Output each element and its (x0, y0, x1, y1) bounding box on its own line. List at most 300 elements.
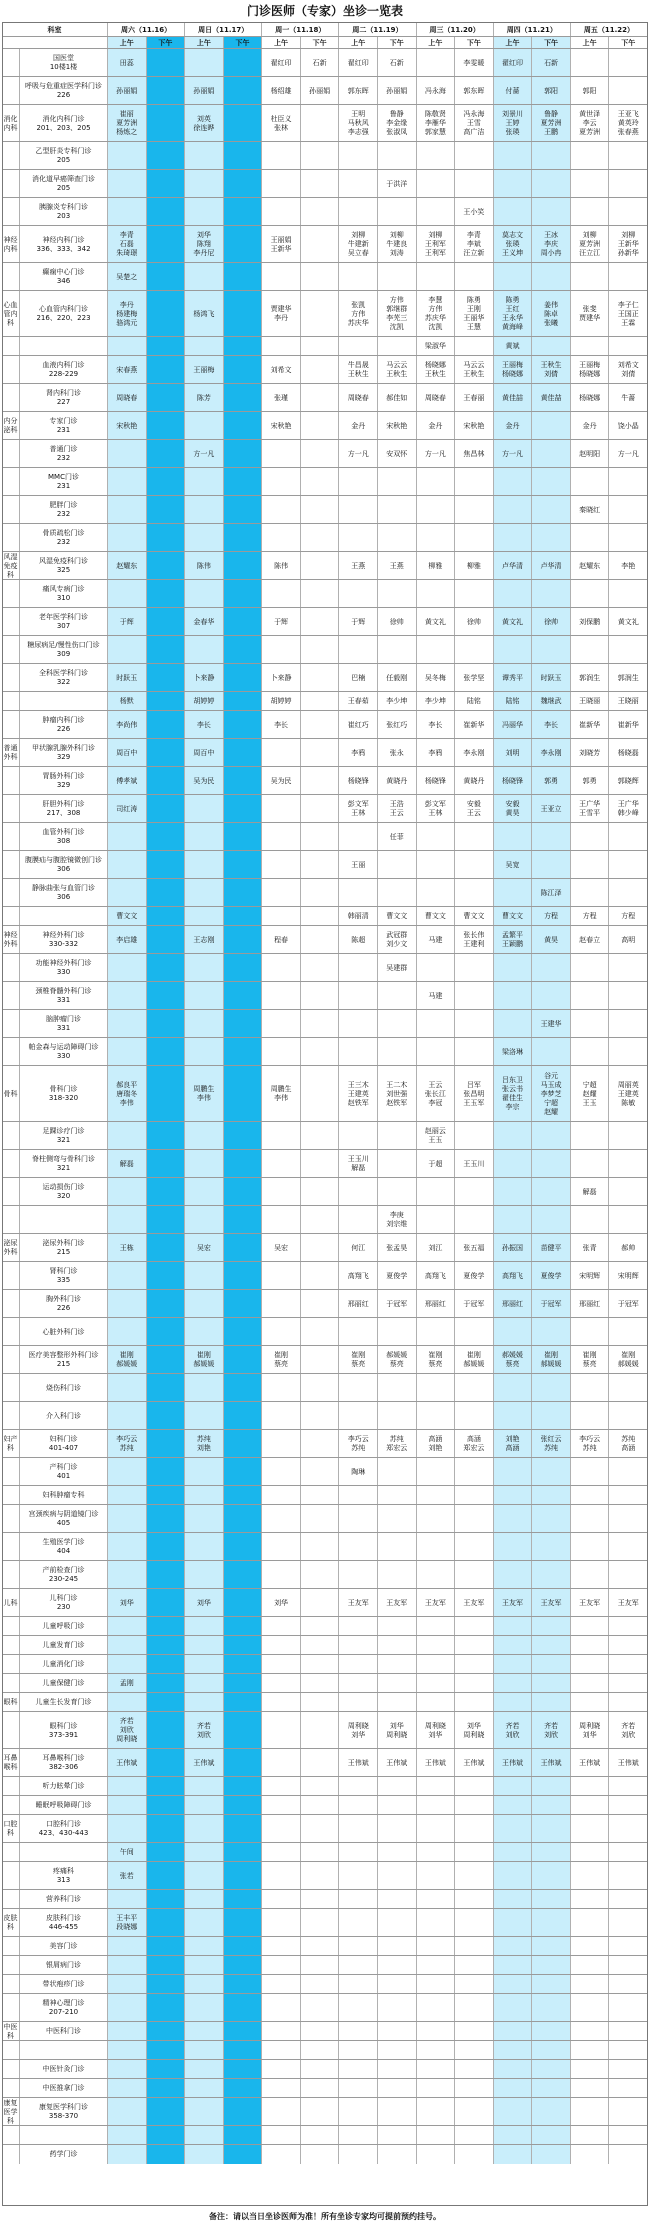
doctor-cell (301, 851, 340, 879)
doctor-cell: 陈勇 王红 王永华 黄海峰 (494, 291, 533, 337)
department-cell (2, 1178, 20, 1206)
doctor-cell: 任菲 (378, 823, 417, 851)
doctor-cell (417, 1956, 456, 1975)
doctor-cell (417, 49, 456, 77)
doctor-cell (455, 2022, 494, 2041)
doctor-cell (185, 263, 224, 291)
doctor-cell: 王亚立 (532, 795, 571, 823)
doctor-cell: 于辉 (108, 608, 147, 636)
doctor-cell (378, 1636, 417, 1655)
doctor-cell (532, 1374, 571, 1402)
doctor-cell (532, 580, 571, 608)
doctor-cell (532, 1956, 571, 1975)
doctor-cell: 刘华 陈翔 李丹尼 (185, 226, 224, 263)
doctor-cell (224, 907, 263, 926)
doctor-cell (262, 1262, 301, 1290)
doctor-cell: 解磊 (571, 1178, 610, 1206)
doctor-cell: 马云云 王秋生 (378, 356, 417, 384)
doctor-cell: 杨鸿飞 (185, 291, 224, 337)
doctor-cell (224, 337, 263, 356)
doctor-cell (417, 1693, 456, 1712)
doctor-cell (108, 1815, 147, 1843)
table-row (2, 1692, 648, 1712)
department-cell (2, 664, 20, 692)
doctor-cell (571, 1150, 610, 1178)
clinic-cell: 口腔科门诊 423、430-443 (20, 1815, 108, 1843)
doctor-cell (224, 823, 263, 851)
doctor-cell: 刘江 (417, 1234, 456, 1262)
doctor-cell (147, 1589, 186, 1617)
doctor-cell: 王广华 韩少峰 (609, 795, 648, 823)
doctor-cell: 宋春燕 (108, 356, 147, 384)
doctor-cell (532, 1890, 571, 1909)
doctor-cell (571, 1937, 610, 1956)
doctor-cell (532, 468, 571, 496)
doctor-cell (301, 608, 340, 636)
doctor-cell (609, 982, 648, 1010)
doctor-cell: 李长 (262, 711, 301, 739)
doctor-cell: 高涵 郑宏云 (455, 1430, 494, 1458)
doctor-cell: 吴为民 (262, 767, 301, 795)
doctor-cell (494, 2041, 533, 2060)
doctor-cell (224, 608, 263, 636)
doctor-cell (571, 954, 610, 982)
doctor-cell (378, 1777, 417, 1796)
doctor-cell (532, 1655, 571, 1674)
doctor-cell (571, 1994, 610, 2022)
doctor-cell (378, 1843, 417, 1862)
table-row (2, 2125, 648, 2145)
department-cell (2, 1486, 20, 1505)
doctor-cell (224, 1956, 263, 1975)
doctor-cell (185, 1374, 224, 1402)
department-cell (2, 170, 20, 198)
doctor-cell (339, 1956, 378, 1975)
doctor-cell (147, 2145, 186, 2164)
doctor-cell: 杨晓娜 王秋生 (417, 356, 456, 384)
doctor-cell (455, 1010, 494, 1038)
clinic-cell: 全科医学科门诊 322 (20, 664, 108, 692)
doctor-cell: 彭文军 王林 (339, 795, 378, 823)
doctor-cell (571, 1617, 610, 1636)
doctor-cell (224, 1749, 263, 1777)
doctor-cell (224, 1617, 263, 1636)
doctor-cell (224, 468, 263, 496)
doctor-cell: 刘晓芳 (571, 739, 610, 767)
doctor-cell (301, 291, 340, 337)
table-row (2, 439, 648, 468)
doctor-cell (339, 1796, 378, 1815)
doctor-cell (494, 1150, 533, 1178)
doctor-cell (224, 1010, 263, 1038)
doctor-cell (224, 1777, 263, 1796)
doctor-cell (224, 1843, 263, 1862)
doctor-cell: 吴冬梅 (417, 664, 456, 692)
doctor-cell (532, 170, 571, 198)
doctor-cell: 付蔷 (494, 77, 533, 105)
doctor-cell (378, 1533, 417, 1561)
clinic-cell: 儿童消化门诊 (20, 1655, 108, 1674)
clinic-cell: 静脉曲张与血管门诊 306 (20, 879, 108, 907)
department-cell: 眼科 (2, 1693, 20, 1712)
doctor-cell (417, 1674, 456, 1693)
doctor-cell (494, 2022, 533, 2041)
table-row (2, 141, 648, 170)
doctor-cell (494, 263, 533, 291)
doctor-cell (494, 1010, 533, 1038)
doctor-cell (455, 1122, 494, 1150)
doctor-cell (378, 142, 417, 170)
clinic-cell: 甲状腺乳腺外科门诊 329 (20, 739, 108, 767)
doctor-cell (108, 1290, 147, 1318)
doctor-cell (494, 580, 533, 608)
doctor-cell (185, 2098, 224, 2126)
doctor-cell (224, 1975, 263, 1994)
doctor-cell (571, 2098, 610, 2126)
doctor-cell (417, 2060, 456, 2079)
doctor-cell: 徐帅 (455, 608, 494, 636)
doctor-cell (108, 1206, 147, 1234)
doctor-cell (378, 1815, 417, 1843)
doctor-cell (224, 1262, 263, 1290)
doctor-cell (147, 1533, 186, 1561)
doctor-cell (262, 198, 301, 226)
doctor-cell: 张孟昊 (378, 1234, 417, 1262)
doctor-cell (494, 1862, 533, 1890)
doctor-cell (262, 263, 301, 291)
doctor-cell (455, 468, 494, 496)
doctor-cell: 王伟斌 (108, 1749, 147, 1777)
doctor-cell (185, 2079, 224, 2098)
doctor-cell (571, 1674, 610, 1693)
doctor-cell: 刘景川 王婷 张瑛 (494, 105, 533, 142)
doctor-cell (185, 1862, 224, 1890)
clinic-cell: 消化内科门诊 201、203、205 (20, 105, 108, 142)
doctor-cell: 夏俊学 (455, 1262, 494, 1290)
clinic-cell: 胸外科门诊 226 (20, 1290, 108, 1318)
department-cell (2, 1655, 20, 1674)
doctor-cell: 牛蔷 (609, 384, 648, 412)
doctor-cell (301, 1262, 340, 1290)
doctor-cell (532, 1975, 571, 1994)
doctor-cell (224, 1589, 263, 1617)
clinic-cell: 老年医学科门诊 307 (20, 608, 108, 636)
doctor-cell (609, 1038, 648, 1066)
department-cell (2, 1122, 20, 1150)
doctor-cell (147, 823, 186, 851)
doctor-cell (301, 1346, 340, 1374)
clinic-cell: 胰腺炎专科门诊 203 (20, 198, 108, 226)
doctor-cell (262, 795, 301, 823)
doctor-cell (571, 580, 610, 608)
doctor-cell: 李长 (417, 711, 456, 739)
doctor-cell: 秦晓红 (571, 496, 610, 524)
doctor-cell (185, 1843, 224, 1862)
clinic-cell: 足踝诊疗门诊 321 (20, 1122, 108, 1150)
doctor-cell (609, 1486, 648, 1505)
doctor-cell (108, 2126, 147, 2145)
doctor-cell (185, 1150, 224, 1178)
doctor-cell (262, 1010, 301, 1038)
doctor-cell: 刘柳 牛建新 吴立春 (339, 226, 378, 263)
department-cell (2, 1937, 20, 1956)
department-cell (2, 580, 20, 608)
doctor-cell (532, 1458, 571, 1486)
doctor-cell (262, 1777, 301, 1796)
doctor-cell: 宋秋艳 (455, 412, 494, 440)
doctor-cell (494, 1937, 533, 1956)
doctor-cell (108, 142, 147, 170)
table-row (2, 1588, 648, 1617)
doctor-cell (262, 337, 301, 356)
clinic-cell: 儿童发育门诊 (20, 1636, 108, 1655)
doctor-cell: 王亚飞 黄英玲 张春燕 (609, 105, 648, 142)
doctor-cell (609, 2022, 648, 2041)
doctor-cell (609, 879, 648, 907)
doctor-cell: 梁淑华 (417, 337, 456, 356)
doctor-cell (301, 496, 340, 524)
doctor-cell (147, 1693, 186, 1712)
doctor-cell: 徐帅 (532, 608, 571, 636)
doctor-cell (301, 2022, 340, 2041)
doctor-cell: 王玉川 解磊 (339, 1150, 378, 1178)
doctor-cell: 孙丽娟 (108, 77, 147, 105)
doctor-cell (262, 468, 301, 496)
doctor-cell (609, 2041, 648, 2060)
doctor-cell (571, 1815, 610, 1843)
doctor-cell: 李慧 方伟 苏庆华 沈凯 (417, 291, 456, 337)
doctor-cell (108, 1617, 147, 1636)
doctor-cell: 高翔飞 (417, 1262, 456, 1290)
doctor-cell (147, 636, 186, 664)
doctor-cell (378, 1909, 417, 1937)
doctor-cell (455, 1890, 494, 1909)
table-row (2, 2021, 648, 2041)
doctor-cell (301, 2041, 340, 2060)
doctor-cell (108, 851, 147, 879)
table-row (2, 579, 648, 608)
doctor-cell (224, 636, 263, 664)
table-row (2, 1037, 648, 1066)
doctor-cell (339, 1178, 378, 1206)
clinic-cell: 颈椎脊髓外科门诊 331 (20, 982, 108, 1010)
doctor-cell (417, 263, 456, 291)
doctor-cell (224, 263, 263, 291)
doctor-cell (494, 468, 533, 496)
department-cell (2, 2079, 20, 2098)
doctor-cell: 马建 (417, 926, 456, 954)
department-cell (2, 982, 20, 1010)
doctor-cell (224, 2098, 263, 2126)
doctor-cell (339, 170, 378, 198)
doctor-cell: 时跃玉 (108, 664, 147, 692)
table-row (2, 1936, 648, 1956)
doctor-cell (224, 1796, 263, 1815)
am-header: 上午 (339, 37, 378, 49)
doctor-cell (378, 2145, 417, 2164)
doctor-cell (301, 524, 340, 552)
doctor-cell (301, 263, 340, 291)
doctor-cell: 刘柳 王利军 王利军 (417, 226, 456, 263)
doctor-cell: 邢丽红 (494, 1290, 533, 1318)
table-row (2, 197, 648, 226)
department-cell (2, 1862, 20, 1890)
doctor-cell: 石新 (378, 49, 417, 77)
doctor-cell (301, 2098, 340, 2126)
doctor-cell (609, 636, 648, 664)
doctor-cell (609, 1937, 648, 1956)
doctor-cell: 刘华 周利晓 (378, 1712, 417, 1749)
doctor-cell (301, 2145, 340, 2164)
doctor-cell (571, 2126, 610, 2145)
doctor-cell: 齐若 刘欣 周利晓 (108, 1712, 147, 1749)
doctor-cell (301, 1636, 340, 1655)
doctor-cell: 李永刚 (455, 739, 494, 767)
doctor-cell (494, 1402, 533, 1430)
doctor-cell: 崔刚 郝媛媛 (609, 1346, 648, 1374)
doctor-cell (532, 1561, 571, 1589)
doctor-cell (609, 198, 648, 226)
doctor-cell (609, 2079, 648, 2098)
department-cell (2, 954, 20, 982)
table-row (2, 925, 648, 954)
doctor-cell (378, 580, 417, 608)
doctor-cell (532, 412, 571, 440)
doctor-cell (262, 1712, 301, 1749)
doctor-cell (301, 1010, 340, 1038)
table-row (2, 2097, 648, 2126)
doctor-cell: 郭勇 (571, 767, 610, 795)
doctor-cell (108, 1374, 147, 1402)
doctor-cell: 黄晓丹 (378, 767, 417, 795)
department-cell (2, 608, 20, 636)
doctor-cell: 莫志文 张瑛 王义坤 (494, 226, 533, 263)
table-row (2, 1814, 648, 1843)
doctor-cell: 李青 石磊 朱琦璟 (108, 226, 147, 263)
doctor-cell: 杨晓锋 (494, 767, 533, 795)
doctor-cell: 安双怀 (378, 440, 417, 468)
doctor-cell (301, 823, 340, 851)
clinic-cell: 耳鼻喉科门诊 382-306 (20, 1749, 108, 1777)
doctor-cell: 李鸦 (417, 739, 456, 767)
doctor-cell (609, 1655, 648, 1674)
doctor-cell (262, 823, 301, 851)
doctor-cell: 傅孝斌 (108, 767, 147, 795)
doctor-cell (301, 1038, 340, 1066)
department-cell (2, 1533, 20, 1561)
doctor-cell: 宋明辉 (571, 1262, 610, 1290)
doctor-cell (108, 1318, 147, 1346)
doctor-cell (147, 337, 186, 356)
doctor-cell (185, 1038, 224, 1066)
doctor-cell (301, 2060, 340, 2079)
doctor-cell (147, 1994, 186, 2022)
doctor-cell (378, 1458, 417, 1486)
table-row (2, 1121, 648, 1150)
clinic-cell: 精神心理门诊 207-210 (20, 1994, 108, 2022)
doctor-cell: 崔刚 蔡亮 (339, 1346, 378, 1374)
doctor-cell (532, 496, 571, 524)
table-row (2, 1065, 648, 1122)
doctor-cell (224, 226, 263, 263)
doctor-cell (378, 1561, 417, 1589)
department-cell (2, 2041, 20, 2060)
department-cell: 普通外科 (2, 739, 20, 767)
doctor-cell: 于冠军 (455, 1290, 494, 1318)
doctor-cell (532, 2126, 571, 2145)
doctor-cell (494, 879, 533, 907)
doctor-cell: 赵春立 (571, 926, 610, 954)
doctor-cell (455, 2126, 494, 2145)
doctor-cell (185, 2060, 224, 2079)
doctor-cell (571, 1374, 610, 1402)
doctor-cell (301, 2126, 340, 2145)
doctor-cell: 方一凡 (609, 440, 648, 468)
clinic-cell: 中医科门诊 (20, 2022, 108, 2041)
doctor-cell: 夏俊学 (378, 1262, 417, 1290)
table-row (2, 1532, 648, 1561)
doctor-cell (532, 524, 571, 552)
doctor-cell (417, 1655, 456, 1674)
doctor-cell (301, 1796, 340, 1815)
doctor-cell (301, 1290, 340, 1318)
doctor-cell (185, 1890, 224, 1909)
clinic-cell: 康复医学科门诊 358-370 (20, 2098, 108, 2126)
doctor-cell (147, 1178, 186, 1206)
doctor-cell (185, 907, 224, 926)
doctor-cell: 于冠军 (532, 1290, 571, 1318)
doctor-cell (609, 1505, 648, 1533)
doctor-cell (185, 1505, 224, 1533)
doctor-cell (609, 1533, 648, 1561)
doctor-cell: 李巧云 苏纯 (108, 1430, 147, 1458)
doctor-cell (147, 552, 186, 580)
doctor-cell (532, 1038, 571, 1066)
doctor-cell (301, 1909, 340, 1937)
doctor-cell: 谭秀平 (494, 664, 533, 692)
department-cell (2, 1674, 20, 1693)
doctor-cell (262, 2079, 301, 2098)
doctor-cell (301, 468, 340, 496)
doctor-cell (224, 1815, 263, 1843)
clinic-cell: 骨科门诊 318-320 (20, 1066, 108, 1122)
doctor-cell (185, 1636, 224, 1655)
pm-header: 下午 (609, 37, 648, 49)
doctor-cell: 王冰 李庆 周小冉 (532, 226, 571, 263)
doctor-cell: 黄世泽 李云 夏芳洲 (571, 105, 610, 142)
doctor-cell (494, 142, 533, 170)
doctor-cell (417, 1975, 456, 1994)
doctor-cell: 王丽 (339, 851, 378, 879)
doctor-cell (185, 2145, 224, 2164)
doctor-cell (262, 1402, 301, 1430)
doctor-cell: 郝媛媛 蔡亮 (494, 1346, 533, 1374)
doctor-cell: 赵耀东 (108, 552, 147, 580)
doctor-cell: 赵耀东 (571, 552, 610, 580)
doctor-cell: 王小笑 (455, 198, 494, 226)
doctor-cell (108, 1178, 147, 1206)
doctor-cell: 黄佳喆 (494, 384, 533, 412)
doctor-cell (609, 1815, 648, 1843)
doctor-cell (455, 2041, 494, 2060)
doctor-cell (339, 1815, 378, 1843)
doctor-cell (224, 1346, 263, 1374)
doctor-cell (455, 1956, 494, 1975)
doctor-cell (378, 1038, 417, 1066)
doctor-cell: 苗健平 (532, 1234, 571, 1262)
clinic-cell: 消化道早癌筛查门诊 205 (20, 170, 108, 198)
doctor-cell (262, 1206, 301, 1234)
